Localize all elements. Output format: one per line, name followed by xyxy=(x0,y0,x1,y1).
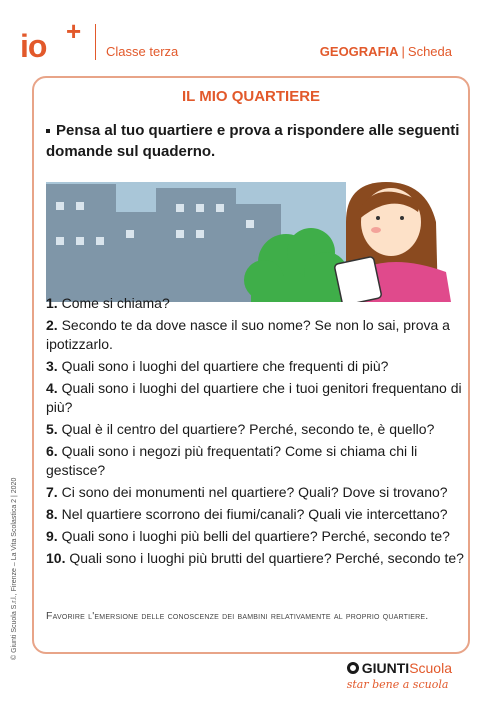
question-item xyxy=(46,527,466,546)
question-item xyxy=(46,505,466,524)
question-item xyxy=(46,442,466,480)
question-text: Qual è il centro del quartiere? Perché, secondo te, è quello? xyxy=(61,421,435,437)
logo-plus: + xyxy=(66,16,82,46)
subject-label: GEOGRAFIA xyxy=(319,44,399,59)
doc-type-label: Scheda xyxy=(407,44,452,59)
question-number: 7. xyxy=(46,484,58,500)
question-text: Ci sono dei monumenti nel quartiere? Quali? Dove si trovano? xyxy=(61,484,448,500)
question-text: Quali sono i luoghi più brutti del quartiere? Perché, secondo te? xyxy=(69,550,464,566)
worksheet-intro xyxy=(46,120,466,162)
girl-reading xyxy=(334,182,451,302)
question-text: Secondo te da dove nasce il suo nome? Se non lo sai, prova a ipotizzarlo. xyxy=(46,317,450,352)
question-text: Quali sono i luoghi del quartiere che i tuoi genitori frequentano di più? xyxy=(46,380,462,415)
question-text: Nel quartiere scorrono dei fiumi/canali? Quali vie intercettano? xyxy=(61,506,448,522)
question-number: 3. xyxy=(46,358,58,374)
question-number: 10. xyxy=(46,550,66,566)
header-divider xyxy=(95,24,96,60)
question-item xyxy=(46,357,466,376)
giunti-scuola-logo xyxy=(347,660,452,691)
question-item xyxy=(46,379,466,417)
teacher-note: Favorire l'emersione delle conoscenze dei bambini relativamente al proprio quartiere. xyxy=(46,610,429,622)
brand-name-main: GIUNTI xyxy=(361,660,410,676)
question-text: Quali sono i luoghi più belli del quartiere? Perché, secondo te? xyxy=(61,528,450,544)
subject-header xyxy=(320,44,452,59)
brand-name xyxy=(347,660,452,676)
question-item xyxy=(46,483,466,502)
neighborhood-illustration xyxy=(46,182,454,302)
question-number: 4. xyxy=(46,380,58,396)
logo-text: io xyxy=(20,28,47,64)
worksheet-title: IL MIO QUARTIERE xyxy=(181,88,321,105)
question-item xyxy=(46,549,466,568)
io-plus-logo xyxy=(20,18,90,68)
question-item xyxy=(46,294,466,313)
worksheet-card xyxy=(32,76,470,654)
brand-tagline: star bene a scuola xyxy=(346,678,449,691)
question-number: 9. xyxy=(46,528,58,544)
header-separator: | xyxy=(401,44,405,59)
question-number: 8. xyxy=(46,506,58,522)
class-label: Classe terza xyxy=(106,44,179,59)
question-text: Quali sono i luoghi del quartiere che frequenti di più? xyxy=(61,358,389,374)
copyright-text: © Giunti Scuola S.r.l., Firenze – La Vita Scolastica 2 | 2020 xyxy=(11,477,18,660)
intro-text: Pensa al tuo quartiere e prova a rispondere alle seguenti domande sul quaderno. xyxy=(46,122,460,160)
question-number: 2. xyxy=(46,317,58,333)
bullet-icon xyxy=(46,129,50,133)
question-list xyxy=(46,294,466,571)
question-number: 5. xyxy=(46,421,58,437)
giunti-g-icon xyxy=(347,662,359,674)
question-text: Come si chiama? xyxy=(61,295,170,311)
question-number: 1. xyxy=(46,295,58,311)
brand-name-accent: Scuola xyxy=(409,660,452,676)
question-text: Quali sono i negozi più frequentati? Come si chiama chi li gestisce? xyxy=(46,443,418,478)
question-item xyxy=(46,420,466,439)
question-item xyxy=(46,316,466,354)
copyright-vertical xyxy=(8,460,18,660)
question-number: 6. xyxy=(46,443,58,459)
